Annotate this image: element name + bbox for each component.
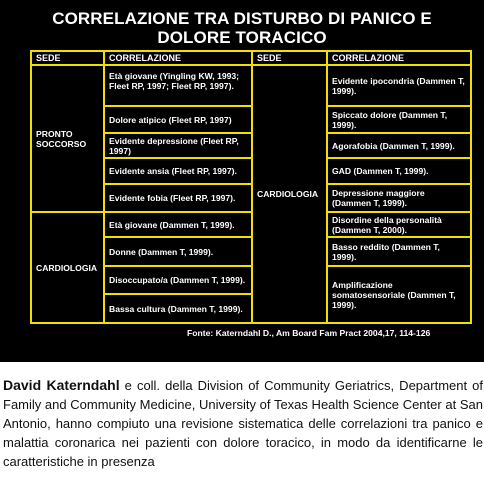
article-text: e coll. della Division of Community Geriatrics, Department of Family and Community Medicine, University of Texas Health Science Center at San Antonio, hanno compiuto una revisione sistematica delle correlazioni tra panico e malattia coronarica nei pazienti con dolore toracico, in modo da identificarne le caratteristiche in presenza [3,378,484,469]
left-correlation-item: Età giovane (Dammen T, 1999). [103,211,253,238]
right-correlation-item: Depressione maggiore (Dammen T, 1999). [326,183,472,213]
left-correlation-item: Età giovane (Yingling KW, 1993; Fleet RP, 1997; Fleet RP, 1997). [103,64,253,107]
source-citation: Fonte: Katerndahl D., Am Board Fam Pract 2004,17, 114-126 [187,328,431,338]
slide-title-line-2: DOLORE TORACICO [157,28,327,47]
right-correlation-item: GAD (Dammen T, 1999). [326,157,472,185]
header-correlazione-left: CORRELAZIONE [103,50,253,66]
right-correlation-item: Basso reddito (Dammen T, 1999). [326,236,472,267]
sede-cardiologia-left: CARDIOLOGIA [30,211,105,324]
left-correlation-item: Evidente depressione (Fleet RP, 1997) [103,132,253,159]
left-correlation-item: Donne (Dammen T, 1999). [103,236,253,267]
right-correlation-item: Agorafobia (Dammen T, 1999). [326,132,472,159]
header-correlazione-right: CORRELAZIONE [326,50,472,66]
author-name: David Katerndahl [3,377,120,393]
correlation-table [30,50,472,324]
left-correlation-item: Dolore atipico (Fleet RP, 1997) [103,105,253,134]
slide-title-line-1: CORRELAZIONE TRA DISTURBO DI PANICO E [52,9,432,28]
sede-pronto-soccorso: PRONTO SOCCORSO [30,64,105,213]
left-correlation-item: Disoccupato/a (Dammen T, 1999). [103,265,253,295]
header-sede-left: SEDE [30,50,105,66]
sede-cardiologia-right: CARDIOLOGIA [251,64,328,324]
right-correlation-item: Spiccato dolore (Dammen T, 1999). [326,105,472,134]
left-correlation-item: Evidente ansia (Fleet RP, 1997). [103,157,253,185]
slide-title [0,9,484,47]
header-sede-right: SEDE [251,50,328,66]
right-correlation-item: Amplificazione somatosensoriale (Dammen T, 1999). [326,265,472,324]
article-paragraph [3,376,483,471]
left-correlation-item: Bassa cultura (Dammen T, 1999). [103,293,253,324]
right-correlation-item: Disordine della personalità (Dammen T, 2000). [326,211,472,238]
left-correlation-item: Evidente fobia (Fleet RP, 1997). [103,183,253,213]
right-correlation-item: Evidente ipocondria (Dammen T, 1999). [326,64,472,107]
